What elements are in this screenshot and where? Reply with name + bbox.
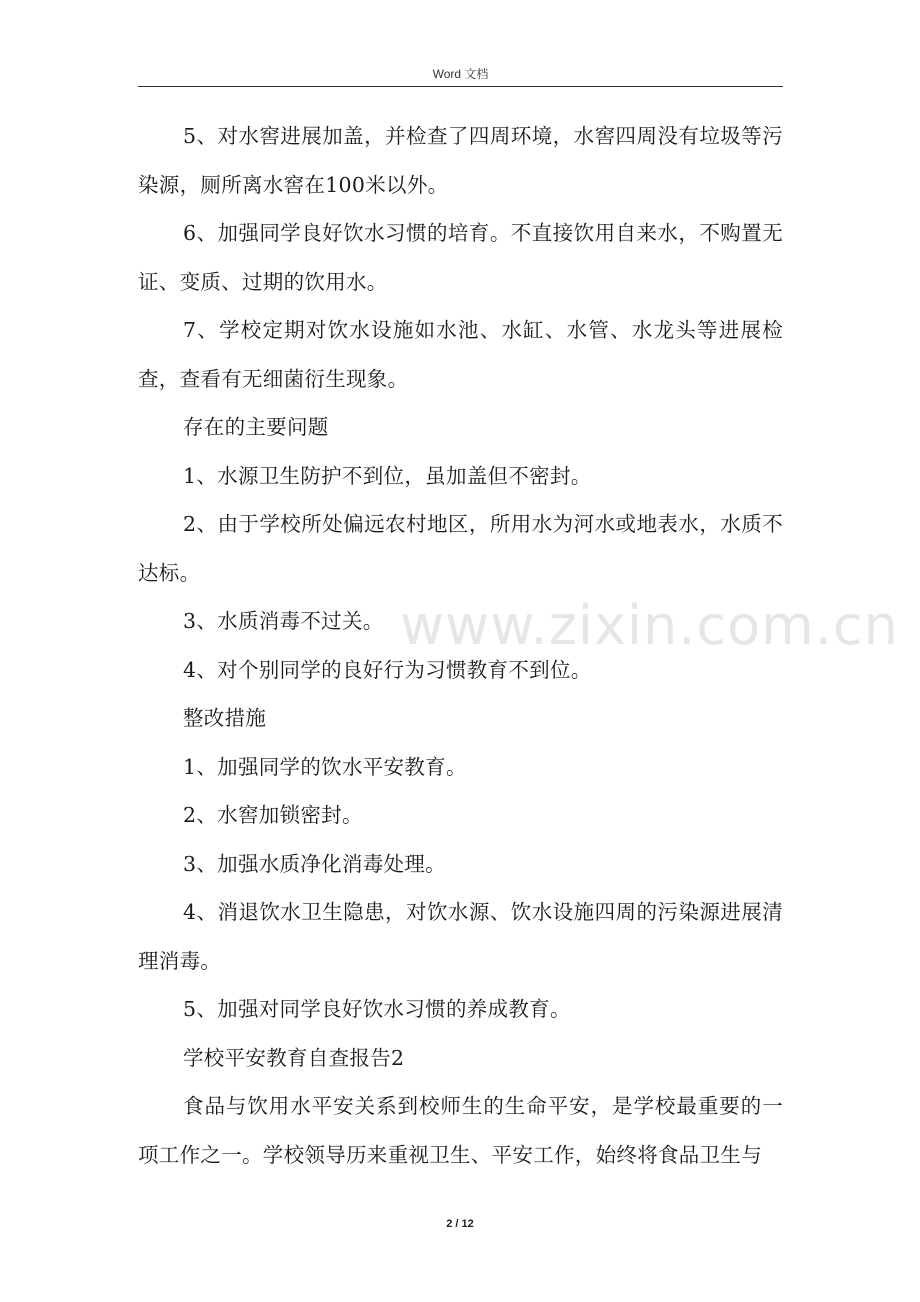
section-heading-problems: 存在的主要问题 <box>183 415 329 439</box>
problem-item-4: 4、对个别同学的良好行为习惯教育不到位。 <box>183 657 592 682</box>
paragraph-item-6-drinking-habits: 6、加强同学良好饮水习惯的培育。不直接饮用自来水，不购置无证、变质、过期的饮用水。 <box>138 221 783 294</box>
section-heading-measures: 整改措施 <box>183 706 267 730</box>
report-intro-paragraph: 食品与饮用水平安关系到校师生的生命平安，是学校最重要的一项工作之一。学校领导历来重视卫生、平安工作，始终将食品卫生与 <box>138 1094 783 1167</box>
paragraph-item-7-facility-inspection: 7、学校定期对饮水设施如水池、水缸、水管、水龙头等进展检查，查看有无细菌衍生现象。 <box>138 318 783 391</box>
problem-item-1: 1、水源卫生防护不到位，虽加盖但不密封。 <box>183 463 592 488</box>
measure-item-3: 3、加强水质净化消毒处理。 <box>183 851 446 876</box>
watermark: www.zixin.com.cn <box>400 594 899 657</box>
page-number: 2 / 12 <box>446 1218 474 1230</box>
problem-item-2: 2、由于学校所处偏远农村地区，所用水为河水或地表水，水质不达标。 <box>138 512 783 585</box>
measure-item-1: 1、加强同学的饮水平安教育。 <box>183 754 467 779</box>
header-title: Word 文档 <box>432 67 489 81</box>
paragraph-item-5-water-cellar: 5、对水窖进展加盖，并检查了四周环境，水窖四周没有垃圾等污染源，厕所离水窖在100米以外。 <box>138 124 783 197</box>
measure-item-4: 4、消退饮水卫生隐患，对饮水源、饮水设施四周的污染源进展清理消毒。 <box>138 900 783 973</box>
measure-item-5: 5、加强对同学良好饮水习惯的养成教育。 <box>183 997 571 1021</box>
page-header <box>138 64 783 87</box>
measure-item-2: 2、水窖加锁密封。 <box>183 803 363 827</box>
problem-item-3: 3、水质消毒不过关。 <box>183 609 384 633</box>
report-title-2: 学校平安教育自查报告2 <box>183 1045 405 1070</box>
